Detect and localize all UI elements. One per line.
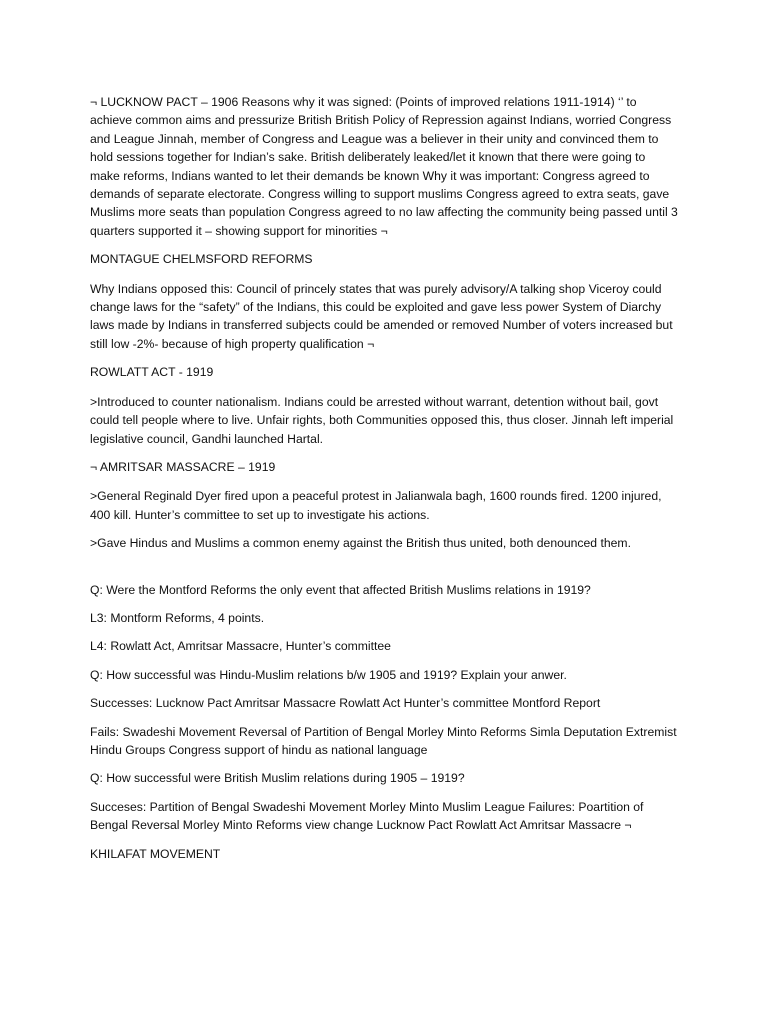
amritsar-massacre-paragraph: >General Reginald Dyer fired upon a peaceful protest in Jalianwala bagh, 1600 rounds fired. 1200 injured, 400 kill. Hunter’s committee to set up to investigate his actions. — [90, 489, 662, 522]
successes-failures-paragraph: Succeses: Partition of Bengal Swadeshi Movement Morley Minto Muslim League Failures: Poartition of Bengal Reversal Morley Minto Reforms view change Lucknow Pact Rowlatt Act Amritsar Massacre ¬ — [90, 799, 644, 833]
question-british-muslim: Q: How successful were British Muslim relations during 1905 – 1919? — [90, 771, 465, 786]
khilafat-movement-heading: KHILAFAT MOVEMENT — [90, 846, 221, 861]
successes-paragraph: Successes: Lucknow Pact Amritsar Massacre Rowlatt Act Hunter’s committee Montford Report — [90, 696, 601, 711]
question-montford: Q: Were the Montford Reforms the only event that affected British Muslims relations in 1919? — [90, 582, 591, 597]
amritsar-massacre-heading: ¬ AMRITSAR MASSACRE – 1919 — [90, 459, 276, 474]
lucknow-pact-paragraph: ¬ LUCKNOW PACT – 1906 Reasons why it was signed: (Points of improved relations 1911-1914) ‘’ to achieve common aims and pressurize British British Policy of Repression against Indians, worried Congress and League Jinnah, member of Congress and League was a believer in their unity and convinced them to hold sessions together for Indian’s sake. British deliberately leaked/let it known that there were going to make reforms, Indians wanted to let their demands be known Why it was important: Congress agreed to demands of separate electorate. Congress willing to support muslims Congress agreed to extra seats, gave Muslims more seats than population Congress agreed to no law affecting the community being passed until 3 quarters supported it – showing support for minorities ¬ — [90, 95, 678, 238]
common-enemy-paragraph: >Gave Hindus and Muslims a common enemy against the British thus united, both denounced them. — [90, 536, 631, 551]
level-3-answer: L3: Montform Reforms, 4 points. — [90, 610, 265, 625]
level-4-answer: L4: Rowlatt Act, Amritsar Massacre, Hunter’s committee — [90, 639, 391, 654]
question-hindu-muslim: Q: How successful was Hindu-Muslim relations b/w 1905 and 1919? Explain your anwer. — [90, 667, 567, 682]
document-page — [90, 93, 678, 873]
montague-chelmsford-heading: MONTAGUE CHELMSFORD REFORMS — [90, 252, 313, 267]
rowlatt-act-paragraph: >Introduced to counter nationalism. Indians could be arrested without warrant, detention without bail, govt could tell people where to live. Unfair rights, both Communities opposed this, thus closer. Jinnah left imperial legislative council, Gandhi launched Hartal. — [90, 394, 674, 446]
montague-chelmsford-paragraph: Why Indians opposed this: Council of princely states that was purely advisory/A talking shop Viceroy could change laws for the “safety” of the Indians, this could be exploited and gave less power System of Diarchy laws made by Indians in transferred subjects could be amended or removed Number of voters increased but still low -2%- because of high property qualification ¬ — [90, 281, 673, 351]
fails-paragraph: Fails: Swadeshi Movement Reversal of Partition of Bengal Morley Minto Reforms Simla Deputation Extremist Hindu Groups Congress support of hindu as national language — [90, 724, 677, 757]
rowlatt-act-heading: ROWLATT ACT - 1919 — [90, 365, 214, 380]
